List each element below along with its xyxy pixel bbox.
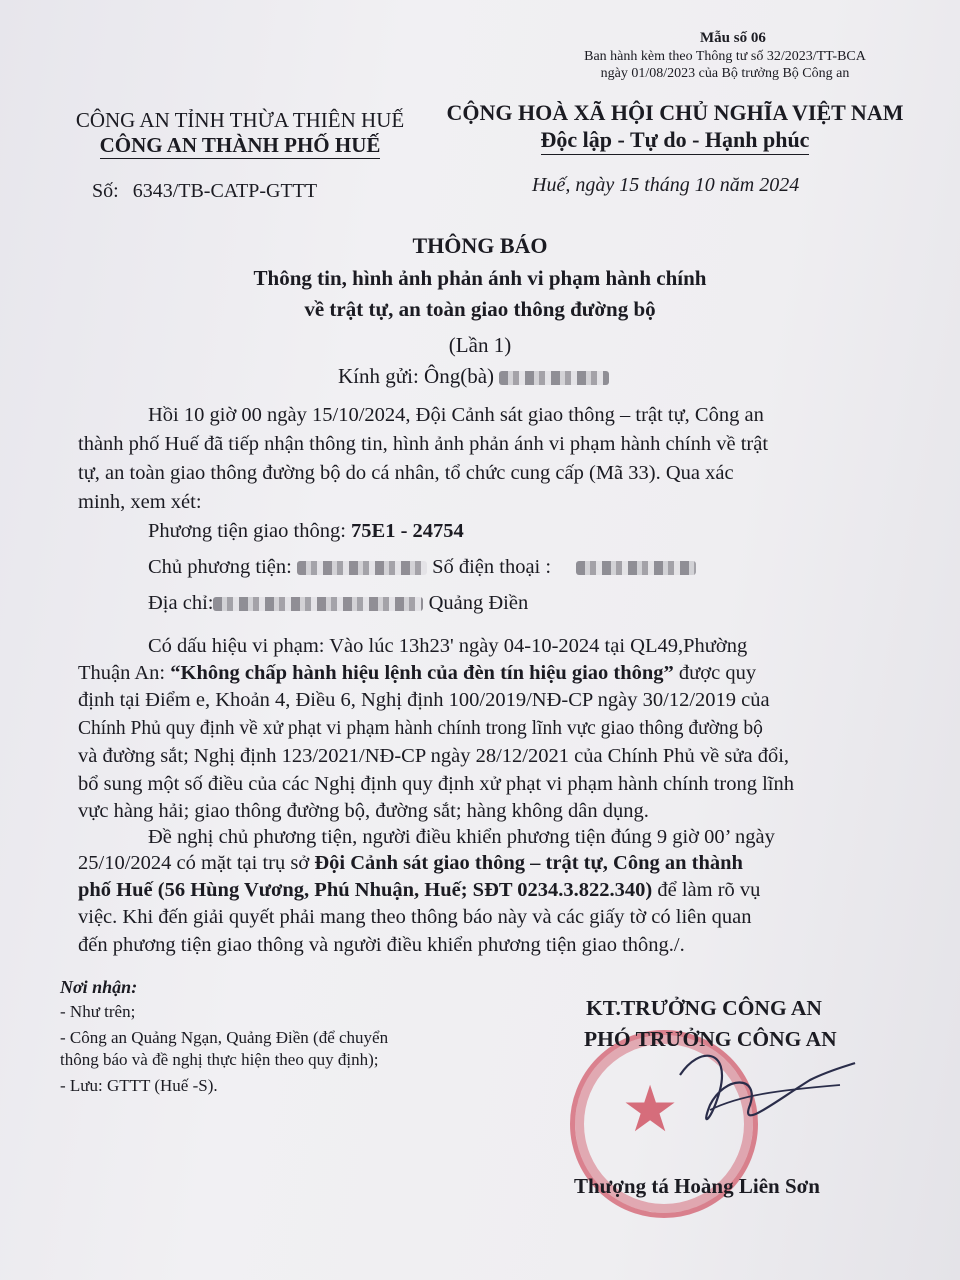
form-issued-line-1: Ban hành kèm theo Thông tư số 32/2023/TT-BCA — [584, 49, 866, 64]
redacted-recipient — [499, 371, 609, 385]
body-line: minh, xem xét: — [78, 491, 202, 513]
issuing-agency — [60, 133, 420, 158]
body-line: định tại Điểm e, Khoản 4, Điều 6, Nghị định 100/2019/NĐ-CP ngày 30/12/2019 của — [78, 689, 770, 711]
owner-line — [148, 556, 696, 579]
signature-title-1: KT.TRƯỞNG CÔNG AN — [586, 996, 822, 1020]
phone-colon: : — [540, 556, 552, 578]
handwritten-signature — [640, 1035, 860, 1165]
document-subtitle-2: về trật tự, an toàn giao thông đường bộ — [304, 297, 656, 321]
form-issued-line-2: ngày 01/08/2023 của Bộ trưởng Bộ Công an — [600, 66, 850, 81]
body-line: tự, an toàn giao thông đường bộ do cá nhân, tổ chức cung cấp (Mã 33). Qua xác — [78, 462, 734, 484]
body-line: Hồi 10 giờ 00 ngày 15/10/2024, Đội Cảnh sát giao thông – trật tự, Công an — [148, 404, 764, 426]
seal-star-icon: ★ — [621, 1073, 679, 1147]
recipients-item: thông báo và đề nghị thực hiện theo quy định); — [60, 1050, 379, 1069]
body-line: đến phương tiện giao thông và người điều khiển phương tiện giao thông./. — [78, 934, 685, 956]
redacted-phone — [576, 561, 696, 575]
body-line: Có dấu hiệu vi phạm: Vào lúc 13h23' ngày 04-10-2024 tại QL49,Phường — [148, 635, 748, 657]
issuing-agency-name: CÔNG AN THÀNH PHỐ HUẾ — [99, 133, 381, 157]
body-line: thành phố Huế đã tiếp nhận thông tin, hình ảnh phản ánh vi phạm hành chính về trật — [78, 433, 769, 455]
violation-description: “Không chấp hành hiệu lệnh của đèn tín hiệu giao thông” — [170, 662, 674, 684]
document-number — [92, 180, 317, 203]
document-subtitle-1: Thông tin, hình ảnh phản ánh vi phạm hành chính — [253, 266, 707, 290]
recipients-item: - Công an Quảng Ngạn, Quảng Điền (để chuyển — [60, 1028, 389, 1047]
document-title: THÔNG BÁO — [412, 233, 548, 258]
owner-label: Chủ phương tiện: — [148, 556, 297, 578]
body-line: Chính Phủ quy định về xử phạt vi phạm hành chính trong lĩnh vực giao thông đường bộ — [78, 718, 763, 739]
national-motto — [440, 127, 910, 153]
address-tail: Quảng Điền — [423, 592, 529, 614]
body-text: được quy — [673, 662, 757, 684]
office-name: Đội Cảnh sát giao thông – trật tự, Công an thành — [314, 852, 743, 874]
body-text: để làm rõ vụ — [652, 879, 761, 901]
vehicle-label: Phương tiện giao thông: — [148, 520, 352, 542]
body-line: vực hàng hải; giao thông đường bộ, đường sắt; hàng không dân dụng. — [78, 800, 649, 822]
date-line: Huế, ngày 15 tháng 10 năm 2024 — [532, 174, 800, 196]
form-issued-note — [560, 48, 890, 82]
vehicle-plate: 75E1 - 24754 — [351, 520, 464, 542]
signature-title-2: PHÓ TRƯỞNG CÔNG AN — [584, 1027, 837, 1051]
document-number-value: 6343/TB-CATP-GTTT — [132, 180, 318, 202]
office-address: phố Huế (56 Hùng Vương, Phú Nhuận, Huế; SĐT 0234.3.822.340) — [78, 879, 653, 901]
recipient-line — [338, 364, 609, 389]
body-line — [78, 879, 760, 902]
body-line: việc. Khi đến giải quyết phải mang theo thông báo này và các giấy tờ có liên quan — [78, 906, 752, 928]
body-line: Đề nghị chủ phương tiện, người điều khiển phương tiện đúng 9 giờ 00’ ngày — [148, 826, 775, 848]
recipient-label: Kính gửi: Ông(bà) — [338, 364, 495, 388]
phone-label: Số điện thoại — [432, 556, 541, 578]
recipients-item: - Như trên; — [60, 1002, 136, 1021]
redacted-owner — [297, 561, 427, 575]
recipients-title: Nơi nhận: — [60, 977, 138, 997]
parent-agency: CÔNG AN TỈNH THỪA THIÊN HUẾ — [75, 108, 405, 132]
redacted-address — [213, 597, 423, 611]
address-line — [148, 592, 528, 615]
body-line — [78, 852, 743, 875]
body-line: bổ sung một số điều của các Nghị định quy định xử phạt vi phạm hành chính trong lĩnh — [78, 773, 794, 795]
national-motto-text: Độc lập - Tự do - Hạnh phúc — [541, 127, 810, 155]
body-text: 25/10/2024 có mặt tại trụ sở — [78, 852, 315, 874]
signer-name: Thượng tá Hoàng Liên Sơn — [574, 1174, 820, 1198]
recipients-item: - Lưu: GTTT (Huế -S). — [60, 1076, 218, 1095]
body-text: Thuận An: — [78, 662, 171, 684]
form-code: Mẫu số 06 — [700, 30, 766, 46]
body-line — [78, 662, 756, 685]
address-label: Địa chỉ: — [148, 592, 214, 614]
notice-round: (Lần 1) — [448, 333, 512, 357]
document-number-label: Số: — [92, 180, 119, 202]
nation-name: CỘNG HOÀ XÃ HỘI CHỦ NGHĨA VIỆT NAM — [446, 100, 904, 125]
vehicle-line — [148, 520, 464, 543]
body-line: và đường sắt; Nghị định 123/2021/NĐ-CP ngày 28/12/2021 của Chính Phủ về sửa đổi, — [78, 745, 790, 767]
